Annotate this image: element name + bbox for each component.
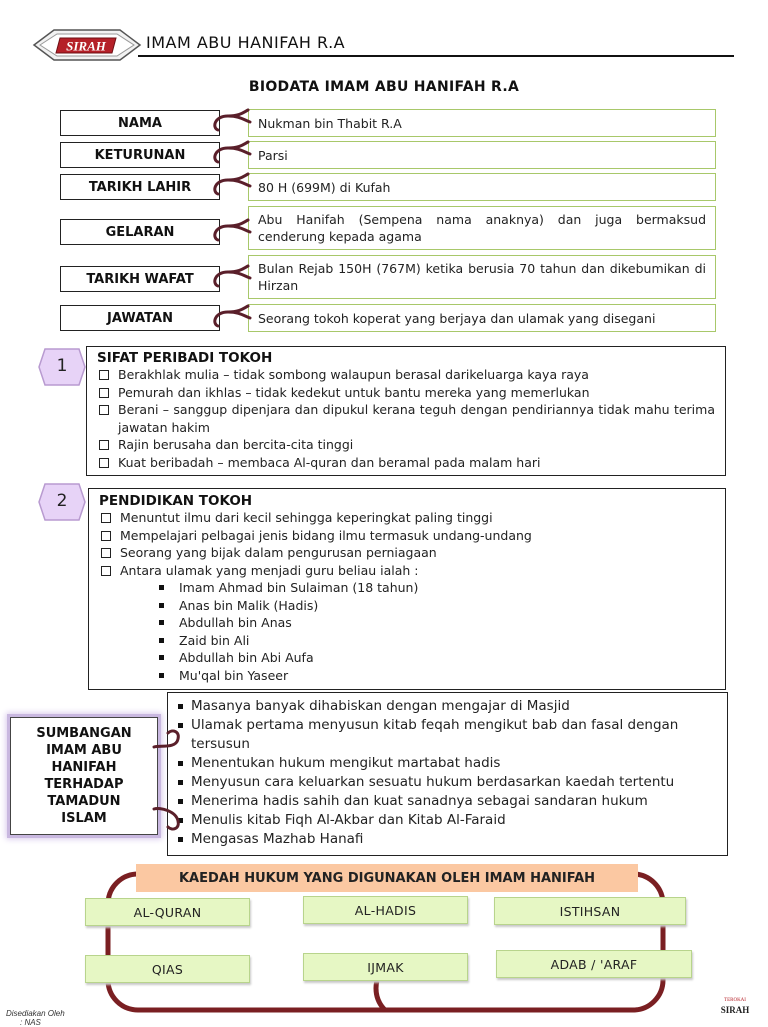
checkbox-bullet-icon: [99, 370, 109, 380]
method-al-quran: AL-QURAN: [85, 898, 250, 926]
list-item: Kuat beribadah – membaca Al-quran dan beramal pada malam hari: [97, 454, 715, 472]
sumbangan-label: SUMBANGAN IMAM ABU HANIFAH TERHADAP TAMADUN ISLAM: [36, 726, 132, 826]
square-bullet-icon: [159, 585, 164, 590]
svg-text:TEROKAI: TEROKAI: [724, 998, 746, 1003]
bio-label-gelaran: GELARAN: [60, 219, 220, 245]
checkbox-bullet-icon: [99, 388, 109, 398]
bio-value-nama: Nukman bin Thabit R.A: [248, 109, 716, 137]
teacher-item: Mu'qal bin Yaseer: [99, 667, 715, 685]
teacher-item: Abdullah bin Abi Aufa: [99, 649, 715, 667]
footer-credit: Disediakan Oleh : NAS: [6, 1009, 65, 1027]
list-item: Berakhlak mulia – tidak sombong walaupun berasal darikeluarga kaya raya: [97, 366, 715, 384]
kaedah-title: KAEDAH HUKUM YANG DIGUNAKAN OLEH IMAM HANIFAH: [136, 864, 638, 892]
method-ijmak: IJMAK: [303, 953, 468, 981]
list-item: Menuntut ilmu dari kecil sehingga keperingkat paling tinggi: [99, 509, 715, 527]
list-item: Masanya banyak dihabiskan dengan mengajar di Masjid: [178, 697, 717, 716]
teacher-item: Abdullah bin Anas: [99, 614, 715, 632]
teacher-item: Imam Ahmad bin Sulaiman (18 tahun): [99, 579, 715, 597]
square-bullet-icon: [178, 704, 183, 709]
section1-title: SIFAT PERIBADI TOKOH: [97, 350, 273, 366]
section-sifat-peribadi: [86, 346, 726, 476]
list-item: Rajin berusaha dan bercita-cita tinggi: [97, 436, 715, 454]
square-bullet-icon: [159, 603, 164, 608]
badge-2-number: 2: [56, 491, 68, 511]
bio-label-keturunan: KETURUNAN: [60, 142, 220, 168]
sirah-logo-text: SIRAH: [66, 38, 106, 54]
bio-label-jawatan: JAWATAN: [60, 305, 220, 331]
list-item: Menulis kitab Fiqh Al-Akbar dan Kitab Al-Faraid: [178, 811, 717, 830]
square-bullet-icon: [159, 655, 164, 660]
bio-label-tarikh-lahir: TARIKH LAHIR: [60, 174, 220, 200]
footer-sirah-logo: [715, 993, 755, 1019]
method-qias: QIAS: [85, 955, 250, 983]
header-rule: [138, 55, 734, 57]
sirah-logo: [32, 26, 142, 64]
section2-title: PENDIDIKAN TOKOH: [99, 493, 253, 509]
teacher-item: Zaid bin Ali: [99, 632, 715, 650]
checkbox-bullet-icon: [101, 513, 111, 523]
list-item: Seorang yang bijak dalam pengurusan perniagaan: [99, 544, 715, 562]
checkbox-bullet-icon: [101, 531, 111, 541]
checkbox-bullet-icon: [101, 566, 111, 576]
sumbangan-label-box: [10, 717, 158, 835]
list-item: Antara ulamak yang menjadi guru beliau ialah :: [99, 562, 715, 580]
bio-value-tarikh-lahir: 80 H (699M) di Kufah: [248, 173, 716, 201]
list-item: Pemurah dan ikhlas – tidak kedekut untuk bantu mereka yang memerlukan: [97, 384, 715, 402]
bio-value-jawatan: Seorang tokoh koperat yang berjaya dan ulamak yang disegani: [248, 304, 716, 332]
checkbox-bullet-icon: [99, 458, 109, 468]
biodata-title: BIODATA IMAM ABU HANIFAH R.A: [248, 79, 520, 95]
list-item: Mengasas Mazhab Hanafi: [178, 830, 717, 849]
square-bullet-icon: [178, 837, 183, 842]
method-istihsan: ISTIHSAN: [494, 897, 686, 925]
list-item: Menyusun cara keluarkan sesuatu hukum berdasarkan kaedah tertentu: [178, 773, 717, 792]
checkbox-bullet-icon: [99, 405, 109, 415]
list-item: Menerima hadis sahih dan kuat sanadnya sebagai sandaran hukum: [178, 792, 717, 811]
bio-label-nama: NAMA: [60, 110, 220, 136]
bio-value-tarikh-wafat: Bulan Rejab 150H (767M) ketika berusia 70 tahun dan dikebumikan di Hirzan: [248, 255, 716, 299]
bio-label-tarikh-wafat: TARIKH WAFAT: [60, 266, 220, 292]
header-title: IMAM ABU HANIFAH R.A: [146, 33, 346, 52]
method-al-hadis: AL-HADIS: [303, 896, 468, 924]
checkbox-bullet-icon: [99, 440, 109, 450]
svg-text:SIRAH: SIRAH: [720, 1005, 750, 1015]
bio-value-gelaran: Abu Hanifah (Sempena nama anaknya) dan juga bermaksud cenderung kepada agama: [248, 206, 716, 250]
badge-1-number: 1: [56, 356, 68, 376]
square-bullet-icon: [159, 673, 164, 678]
bio-value-keturunan: Parsi: [248, 141, 716, 169]
list-item: Berani – sanggup dipenjara dan dipukul kerana teguh dengan pendiriannya tidak mahu terima jawatan hakim: [97, 401, 715, 436]
square-bullet-icon: [159, 638, 164, 643]
sumbangan-connectors: [150, 725, 190, 835]
section-pendidikan: [88, 488, 726, 690]
list-item: Mempelajari pelbagai jenis bidang ilmu termasuk undang-undang: [99, 527, 715, 545]
teacher-item: Anas bin Malik (Hadis): [99, 597, 715, 615]
checkbox-bullet-icon: [101, 548, 111, 558]
method-adab-araf: ADAB / 'ARAF: [496, 950, 692, 978]
list-item: Menentukan hukum mengikut martabat hadis: [178, 754, 717, 773]
list-item: Ulamak pertama menyusun kitab feqah mengikut bab dan fasal dengan tersusun: [178, 716, 717, 754]
sumbangan-list: [167, 692, 728, 856]
biodata-connectors: [210, 108, 260, 338]
square-bullet-icon: [159, 620, 164, 625]
